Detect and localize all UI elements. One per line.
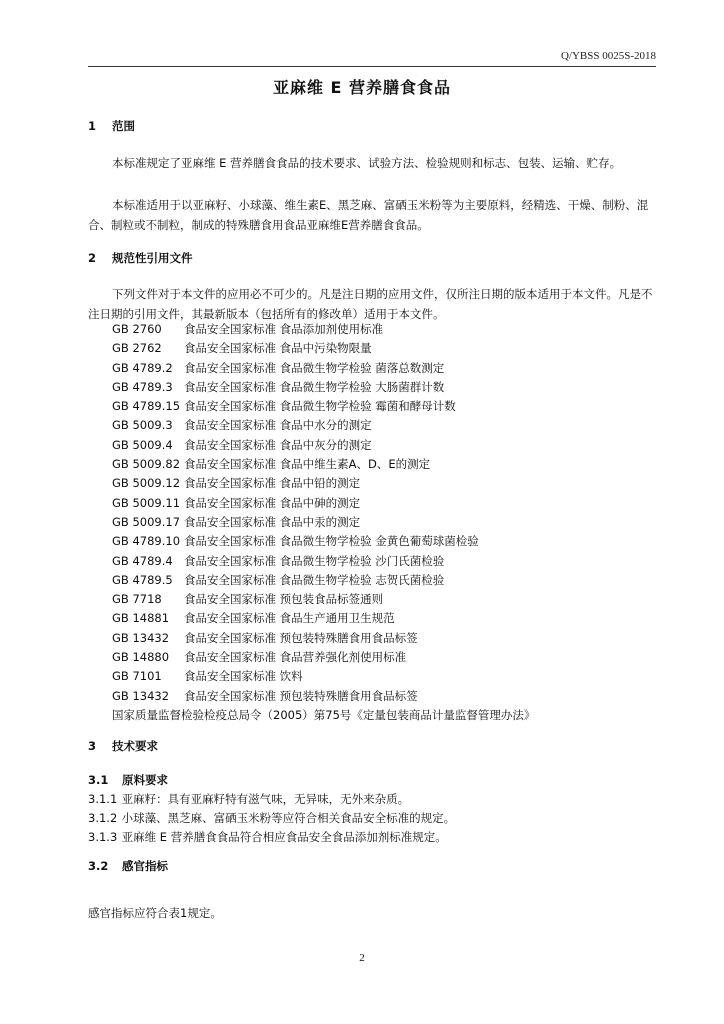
ref-title: 食品安全国家标准 食品中汞的测定 [184, 514, 361, 529]
reference-item [112, 513, 535, 532]
item-number: 3.1.1 [88, 792, 118, 806]
section-3-heading [88, 738, 158, 754]
ref-code: GB 5009.11 [112, 495, 181, 510]
ref-title: 食品安全国家标准 饮料 [184, 669, 303, 684]
ref-code: GB 5009.12 [112, 476, 181, 491]
standard-code: Q/YBSS 0025S-2018 [560, 50, 656, 62]
reference-item [112, 609, 535, 628]
section-title: 技术要求 [112, 739, 159, 753]
section-2-heading [88, 250, 193, 266]
ref-title: 食品安全国家标准 食品中污染物限量 [184, 341, 372, 356]
reference-item [112, 494, 535, 513]
item-number: 3.1.3 [88, 830, 118, 844]
ref-code: GB 2762 [112, 341, 162, 356]
ref-title: 食品安全国家标准 食品微生物学检验 菌落总数测定 [184, 360, 445, 375]
reference-item [112, 436, 535, 455]
section-number: 3 [88, 739, 97, 753]
reference-list [112, 320, 535, 725]
reference-item [112, 397, 535, 416]
ref-code: GB 5009.82 [112, 457, 181, 472]
requirement-item [88, 808, 455, 828]
ref-code: GB 5009.3 [112, 418, 173, 433]
ref-title: 食品安全国家标准 食品中砷的测定 [184, 495, 361, 510]
section-number: 1 [88, 119, 97, 133]
reference-item [112, 687, 535, 706]
ref-code: GB 7101 [112, 669, 162, 684]
reference-item [112, 455, 535, 474]
scope-paragraph-1: 本标准规定了亚麻维 E 营养膳食食品的技术要求、试验方法、检验规则和标志、包装、运输、贮存。 [112, 156, 622, 170]
reference-item [112, 359, 535, 378]
ref-title: 食品安全国家标准 预包装食品标签通则 [184, 592, 384, 607]
item-text: 亚麻籽：具有亚麻籽特有滋气味，无异味，无外来杂质。 [121, 792, 410, 806]
reference-item [112, 629, 535, 648]
ref-title: 食品安全国家标准 预包装特殊膳食用食品标签 [184, 630, 418, 645]
ref-title: 食品安全国家标准 食品微生物学检验 霉菌和酵母计数 [184, 399, 456, 414]
ref-title: 食品安全国家标准 预包装特殊膳食用食品标签 [184, 688, 418, 703]
subsection-number: 3.1 [88, 773, 109, 787]
reference-item [112, 474, 535, 493]
document-title: 亚麻维 E 营养膳食食品 [272, 78, 452, 97]
sensory-paragraph: 感官指标应符合表1规定。 [88, 906, 222, 920]
ref-code: GB 5009.17 [112, 514, 181, 529]
subsection-3-1-heading [88, 772, 168, 788]
reference-item [112, 667, 535, 686]
reference-item [112, 416, 535, 435]
ref-title: 食品安全国家标准 食品微生物学检验 志贺氏菌检验 [184, 572, 445, 587]
reference-item [112, 320, 535, 339]
subsection-number: 3.2 [88, 859, 109, 873]
decree-reference: 国家质量监督检验检疫总局令（2005）第75号《定量包装商品计量监督管理办法》 [112, 707, 536, 722]
reference-item [112, 590, 535, 609]
ref-code: GB 14881 [112, 611, 170, 626]
ref-title: 食品安全国家标准 食品中水分的测定 [184, 418, 372, 433]
reference-item [112, 552, 535, 571]
ref-title: 食品安全国家标准 食品营养强化剂使用标准 [184, 650, 407, 665]
page-number: 2 [359, 952, 365, 964]
subsection-3-2-heading [88, 858, 168, 874]
ref-title: 食品安全国家标准 食品中铅的测定 [184, 476, 361, 491]
ref-title: 食品安全国家标准 食品添加剂使用标准 [184, 322, 384, 336]
header-rule [88, 66, 656, 67]
ref-title: 食品安全国家标准 食品生产通用卫生规范 [184, 611, 395, 626]
ref-title: 食品安全国家标准 食品微生物学检验 金黄色葡萄球菌检验 [184, 534, 479, 549]
reference-item [112, 339, 535, 358]
item-number: 3.1.2 [88, 811, 118, 825]
subsection-title: 原料要求 [122, 773, 169, 787]
item-text: 亚麻维 E 营养膳食食品符合相应食品安全食品添加剂标准规定。 [121, 830, 447, 844]
reference-item [112, 532, 535, 551]
ref-code: GB 4789.4 [112, 553, 173, 568]
ref-title: 食品安全国家标准 食品中灰分的测定 [184, 437, 372, 452]
requirement-item [88, 789, 409, 809]
ref-code: GB 13432 [112, 630, 170, 645]
ref-code: GB 4789.3 [112, 379, 173, 394]
ref-code: GB 14880 [112, 650, 170, 665]
ref-code: GB 7718 [112, 592, 162, 607]
ref-title: 食品安全国家标准 食品微生物学检验 大肠菌群计数 [184, 379, 445, 394]
ref-code: GB 4789.15 [112, 399, 181, 414]
ref-title: 食品安全国家标准 食品微生物学检验 沙门氏菌检验 [184, 553, 445, 568]
ref-code: GB 13432 [112, 688, 170, 703]
reference-item [112, 378, 535, 397]
ref-title: 食品安全国家标准 食品中维生素A、D、E的测定 [184, 457, 431, 472]
ref-code: GB 4789.10 [112, 534, 181, 549]
section-title: 范围 [112, 119, 136, 133]
section-1-heading [88, 118, 135, 134]
requirement-item [88, 827, 447, 847]
reference-item [112, 571, 535, 590]
section-number: 2 [88, 251, 97, 265]
references-intro: 下列文件对于本文件的应用必不可少的。凡是注日期的应用文件，仅所注日期的版本适用于本文件。凡是不注日期的引用文件，其最新版本（包括所有的修改单）适用于本文件。 [88, 287, 653, 321]
scope-paragraph-2: 本标准适用于以亚麻籽、小球藻、维生素E、黑芝麻、富硒玉米粉等为主要原料，经精选、干燥、制粉、混合、制粒或不制粒，制成的特殊膳食用食品亚麻维E营养膳食食品。 [88, 198, 649, 232]
ref-code: GB 4789.5 [112, 572, 173, 587]
reference-item [112, 648, 535, 667]
item-text: 小球藻、黑芝麻、富硒玉米粉等应符合相关食品安全标准的规定。 [121, 811, 456, 825]
section-title: 规范性引用文件 [112, 251, 193, 265]
ref-code: GB 5009.4 [112, 437, 173, 452]
ref-code: GB 4789.2 [112, 360, 173, 375]
subsection-title: 感官指标 [122, 859, 169, 873]
ref-code: GB 2760 [112, 322, 162, 336]
